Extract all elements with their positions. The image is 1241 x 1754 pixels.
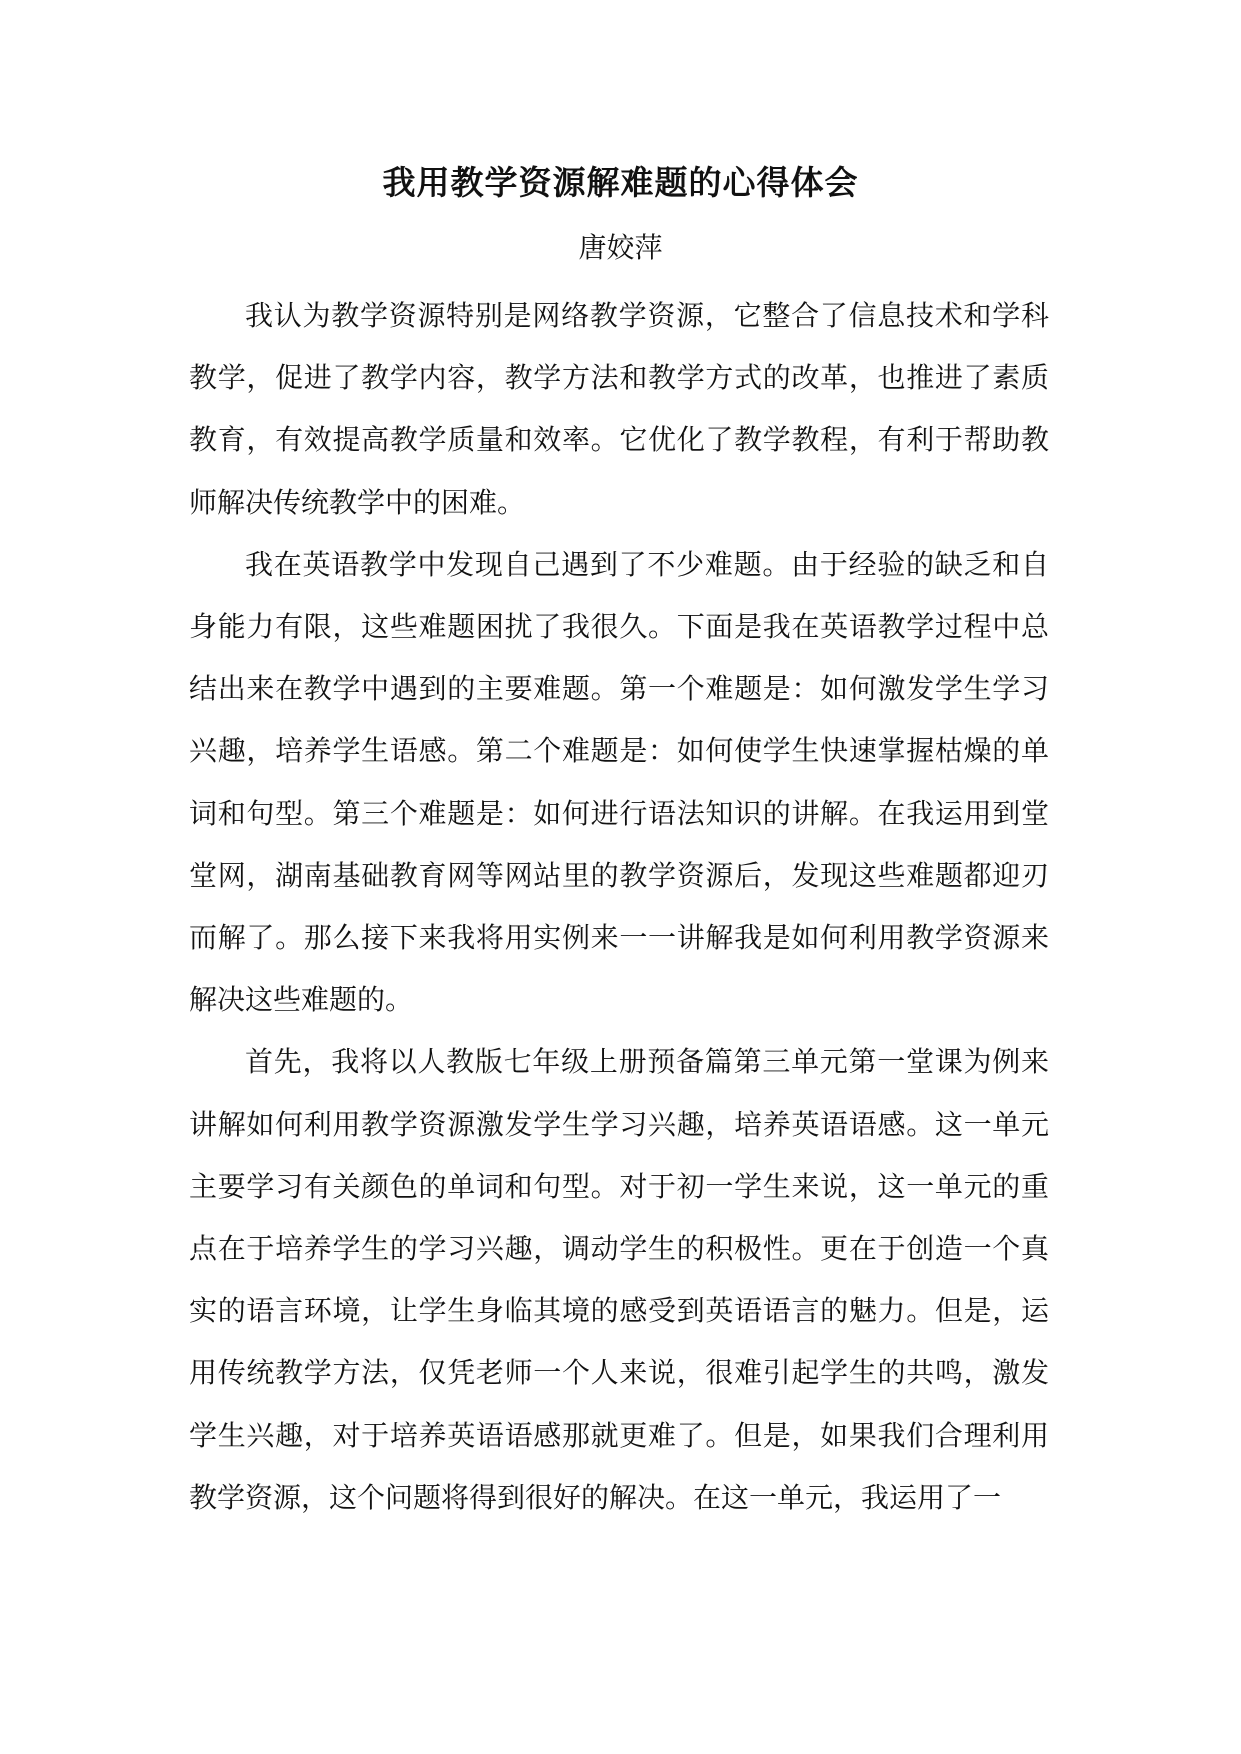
paragraph-1: 我认为教学资源特别是网络教学资源，它整合了信息技术和学科教学，促进了教学内容，教学方法和教学方式的改革，也推进了素质教育，有效提高教学质量和效率。它优化了教学教程，有利于帮助教师解决传统教学中的困难。: [189, 299, 1049, 519]
document-author: 唐姣萍: [578, 231, 663, 264]
paragraph-2: 我在英语教学中发现自己遇到了不少难题。由于经验的缺乏和自身能力有限，这些难题困扰了我很久。下面是我在英语教学过程中总结出来在教学中遇到的主要难题。第一个难题是：如何激发学生学习兴趣，培养学生语感。第二个难题是：如何使学生快速掌握枯燥的单词和句型。第三个难题是：如何进行语法知识的讲解。在我运用到堂堂网，湖南基础教育网等网站里的教学资源后，发现这些难题都迎刃而解了。那么接下来我将用实例来一一讲解我是如何利用教学资源来解决这些难题的。: [189, 547, 1049, 1017]
document-title: 我用教学资源解难题的心得体会: [382, 163, 859, 202]
document-body: [189, 285, 1049, 1529]
paragraph-3: 首先，我将以人教版七年级上册预备篇第三单元第一堂课为例来讲解如何利用教学资源激发学生学习兴趣，培养英语语感。这一单元主要学习有关颜色的单词和句型。对于初一学生来说，这一单元的重点在于培养学生的学习兴趣，调动学生的积极性。更在于创造一个真实的语言环境，让学生身临其境的感受到英语语言的魅力。但是，运用传统教学方法，仅凭老师一个人来说，很难引起学生的共鸣，激发学生兴趣，对于培养英语语感那就更难了。但是，如果我们合理利用教学资源，这个问题将得到很好的解决。在这一单元，我运用了一: [189, 1045, 1049, 1514]
